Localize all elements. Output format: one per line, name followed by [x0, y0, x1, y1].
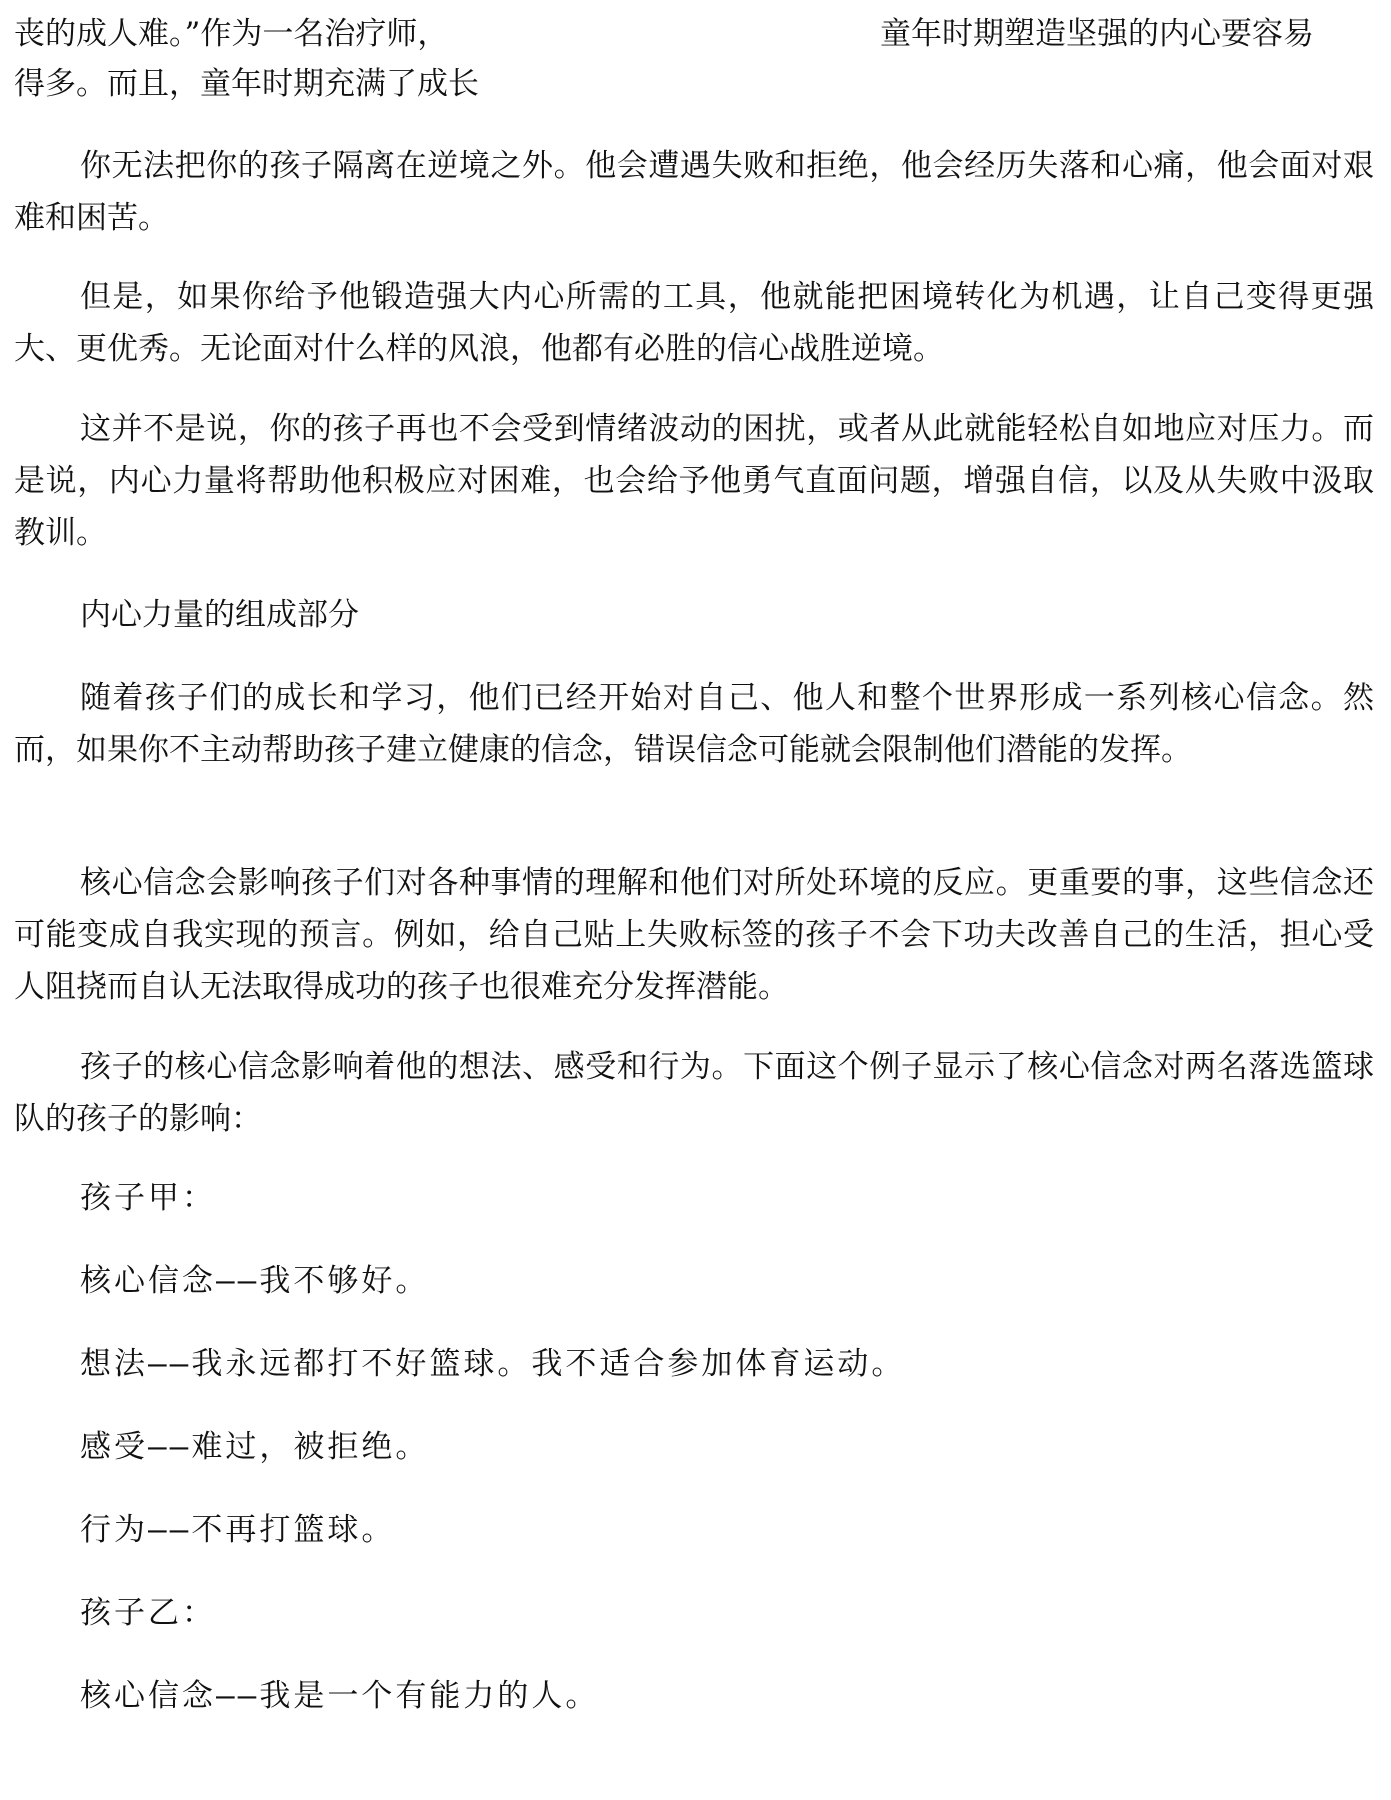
top-left-text: 丧的成人难。”作为一名治疗师，	[14, 16, 449, 52]
paragraph-4: 随着孩子们的成长和学习，他们已经开始对自己、他人和整个世界形成一系列核心信念。然而，如果你不主动帮助孩子建立健康的信念，错误信念可能就会限制他们潜能的发挥。	[14, 680, 1374, 768]
top-continuation-text: 得多。而且，童年时期充满了成长	[14, 66, 479, 102]
section-heading: 内心力量的组成部分	[80, 597, 359, 633]
example-a-thought: 想法——我永远都打不好篮球。我不适合参加体育运动。	[80, 1346, 906, 1382]
example-a-behavior: 行为——不再打篮球。	[80, 1512, 396, 1548]
paragraph-2: 但是，如果你给予他锻造强大内心所需的工具，他就能把困境转化为机遇，让自己变得更强大、更优秀。无论面对什么样的风浪，他都有必胜的信心战胜逆境。	[14, 279, 1374, 367]
paragraph-6: 孩子的核心信念影响着他的想法、感受和行为。下面这个例子显示了核心信念对两名落选篮球队的孩子的影响：	[14, 1049, 1374, 1137]
example-child-a: 孩子甲：	[80, 1180, 216, 1216]
example-child-b: 孩子乙：	[80, 1595, 216, 1631]
top-right-text: 童年时期塑造坚强的内心要容易	[880, 16, 1314, 52]
paragraph-5: 核心信念会影响孩子们对各种事情的理解和他们对所处环境的反应。更重要的事，这些信念还可能变成自我实现的预言。例如，给自己贴上失败标签的孩子不会下功夫改善自己的生活，担心受人阻挠而自认无法取得成功的孩子也很难充分发挥潜能。	[14, 865, 1374, 1005]
paragraph-3: 这并不是说，你的孩子再也不会受到情绪波动的困扰，或者从此就能轻松自如地应对压力。而是说，内心力量将帮助他积极应对困难，也会给予他勇气直面问题，增强自信，以及从失败中汲取教训。	[14, 411, 1374, 551]
paragraph-1: 你无法把你的孩子隔离在逆境之外。他会遭遇失败和拒绝，他会经历失落和心痛，他会面对艰难和困苦。	[14, 148, 1374, 236]
example-b-core-belief: 核心信念——我是一个有能力的人。	[80, 1678, 600, 1714]
example-a-core-belief: 核心信念——我不够好。	[80, 1263, 430, 1299]
example-a-feeling: 感受——难过，被拒绝。	[80, 1429, 430, 1465]
top-line	[14, 14, 1374, 54]
